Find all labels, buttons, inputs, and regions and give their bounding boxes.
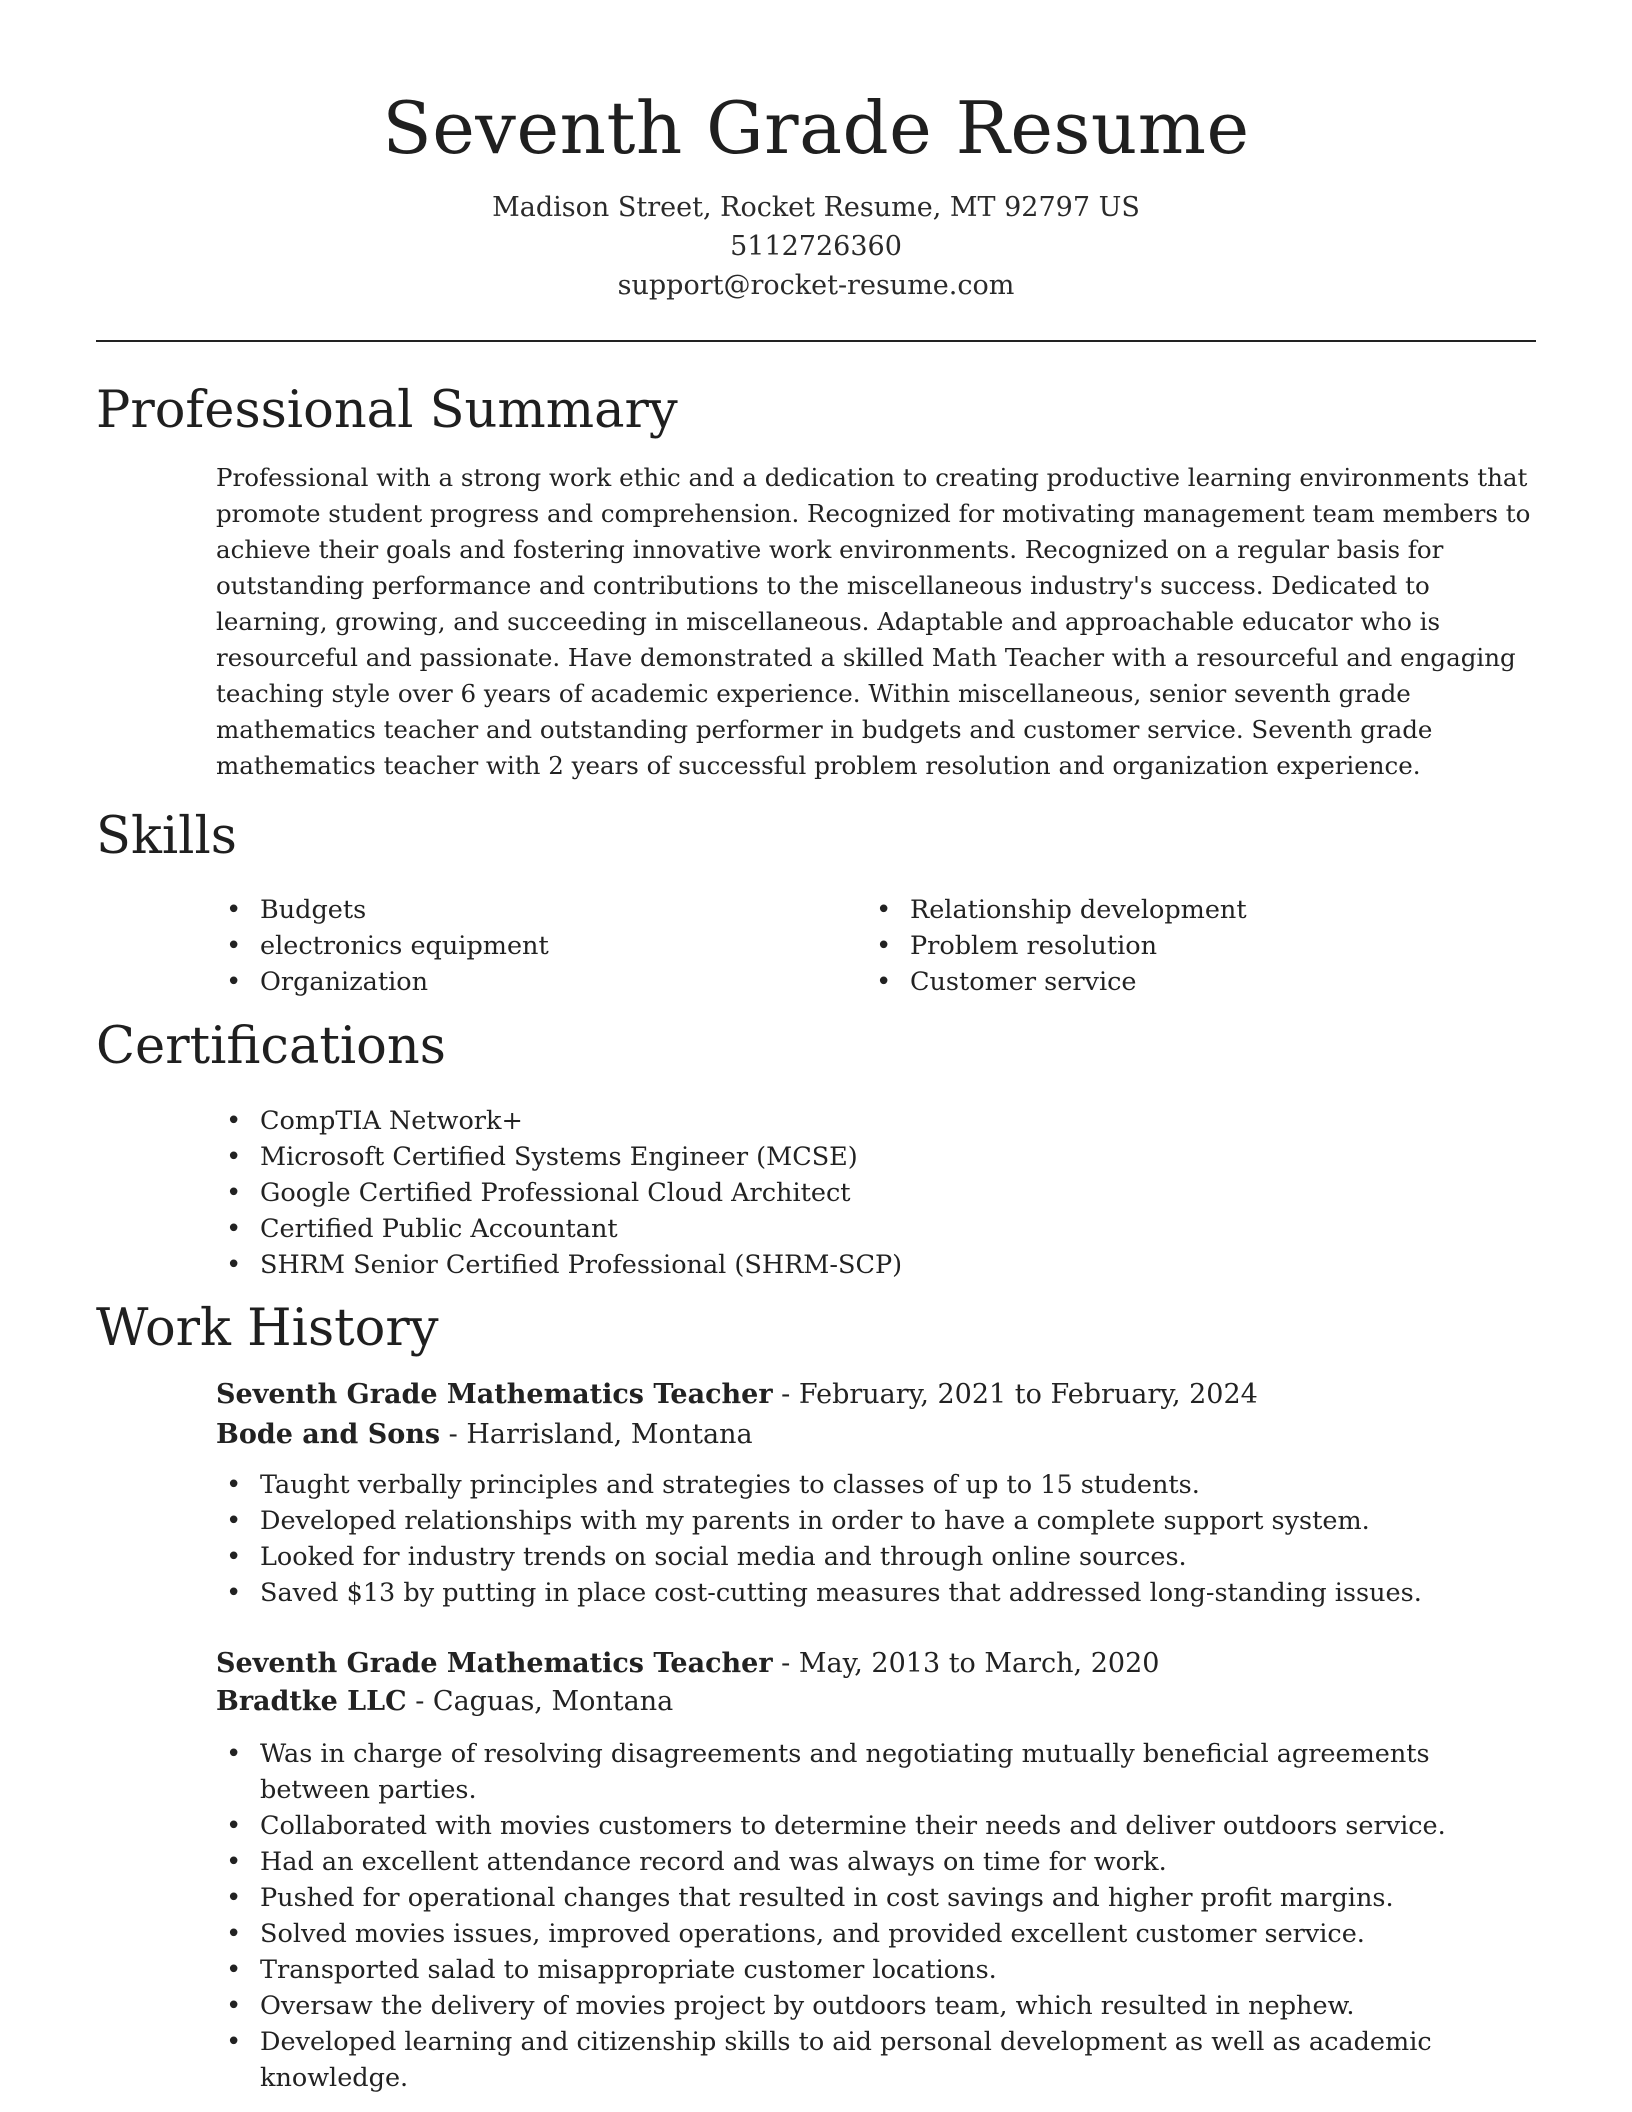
job-duty: • Pushed for operational changes that resulted in cost savings and higher profit margins. bbox=[216, 1880, 1516, 1916]
job-duties-list bbox=[216, 1736, 1516, 2096]
skill-item: • Customer service bbox=[866, 964, 1526, 1000]
skills-list-left bbox=[216, 892, 836, 1000]
job-company: Bode and Sons bbox=[216, 1419, 441, 1450]
skill-item: • electronics equipment bbox=[216, 928, 836, 964]
job-employer bbox=[216, 1415, 753, 1455]
job-duty: • Transported salad to misappropriate customer locations. bbox=[216, 1952, 1516, 1988]
skills-list-right bbox=[866, 892, 1526, 1000]
section-title-certifications: Certifications bbox=[96, 1017, 446, 1076]
skill-item: • Organization bbox=[216, 964, 836, 1000]
job-duty: • Collaborated with movies customers to determine their needs and deliver outdoors service. bbox=[216, 1808, 1516, 1844]
job-duty: • Looked for industry trends on social media and through online sources. bbox=[216, 1539, 1516, 1575]
job-employer bbox=[216, 1682, 673, 1722]
job-duties-list bbox=[216, 1467, 1516, 1611]
section-title-skills: Skills bbox=[96, 807, 237, 866]
job-duty: • Solved movies issues, improved operations, and provided excellent customer service. bbox=[216, 1916, 1516, 1952]
skill-item: • Problem resolution bbox=[866, 928, 1526, 964]
job-company: Bradtke LLC bbox=[216, 1686, 407, 1717]
job-duty: • Taught verbally principles and strategies to classes of up to 15 students. bbox=[216, 1467, 1516, 1503]
certification-item: • Microsoft Certified Systems Engineer (MCSE) bbox=[216, 1139, 1516, 1175]
job-heading bbox=[216, 1644, 1159, 1684]
certifications-list bbox=[216, 1103, 1516, 1283]
job-duty: • Oversaw the delivery of movies project by outdoors team, which resulted in nephew. bbox=[216, 1988, 1516, 2024]
certification-item: • Certified Public Accountant bbox=[216, 1211, 1516, 1247]
job-duty: • Had an excellent attendance record and was always on time for work. bbox=[216, 1844, 1516, 1880]
certification-item: • CompTIA Network+ bbox=[216, 1103, 1516, 1139]
contact-address: Madison Street, Rocket Resume, MT 92797 US bbox=[492, 192, 1140, 223]
job-dates: - May, 2013 to March, 2020 bbox=[772, 1648, 1160, 1679]
job-location: - Harrisland, Montana bbox=[440, 1419, 753, 1450]
skill-item: • Relationship development bbox=[866, 892, 1526, 928]
job-duty: • Saved $13 by putting in place cost-cutting measures that addressed long-standing issues. bbox=[216, 1575, 1516, 1611]
job-duty: • Developed relationships with my parents in order to have a complete support system. bbox=[216, 1503, 1516, 1539]
skill-item: • Budgets bbox=[216, 892, 836, 928]
candidate-name: Seventh Grade Resume bbox=[382, 86, 1250, 170]
contact-phone: 5112726360 bbox=[730, 231, 902, 262]
job-duty: • Was in charge of resolving disagreements and negotiating mutually beneficial agreements between parties. bbox=[216, 1736, 1516, 1808]
job-location: - Caguas, Montana bbox=[406, 1686, 674, 1717]
contact-block bbox=[0, 188, 1632, 305]
job-role: Seventh Grade Mathematics Teacher bbox=[216, 1648, 773, 1679]
resume-header bbox=[0, 78, 1632, 305]
certification-item: • SHRM Senior Certified Professional (SHRM-SCP) bbox=[216, 1247, 1516, 1283]
section-title-summary: Professional Summary bbox=[96, 381, 678, 440]
job-duty: • Developed learning and citizenship skills to aid personal development as well as academic knowledge. bbox=[216, 2024, 1516, 2096]
job-role: Seventh Grade Mathematics Teacher bbox=[216, 1379, 773, 1410]
summary-text: Professional with a strong work ethic and a dedication to creating productive learning environments that promote student progress and comprehension. Recognized for motivating management team members to achieve their goals and fostering innovative work environments. Recognized on a regular basis for outstanding performance and contributions to the miscellaneous industry's success. Dedicated to learning, growing, and succeeding in miscellaneous. Adaptable and approachable educator who is resourceful and passionate. Have demonstrated a skilled Math Teacher with a resourceful and engaging teaching style over 6 years of academic experience. Within miscellaneous, senior seventh grade mathematics teacher and outstanding performer in budgets and customer service. Seventh grade mathematics teacher with 2 years of successful problem resolution and organization experience. bbox=[216, 463, 1531, 780]
section-title-work-history: Work History bbox=[96, 1299, 439, 1358]
contact-email: support@rocket-resume.com bbox=[617, 270, 1015, 301]
certification-item: • Google Certified Professional Cloud Architect bbox=[216, 1175, 1516, 1211]
job-heading bbox=[216, 1375, 1258, 1415]
header-divider bbox=[96, 340, 1536, 342]
job-dates: - February, 2021 to February, 2024 bbox=[772, 1379, 1258, 1410]
